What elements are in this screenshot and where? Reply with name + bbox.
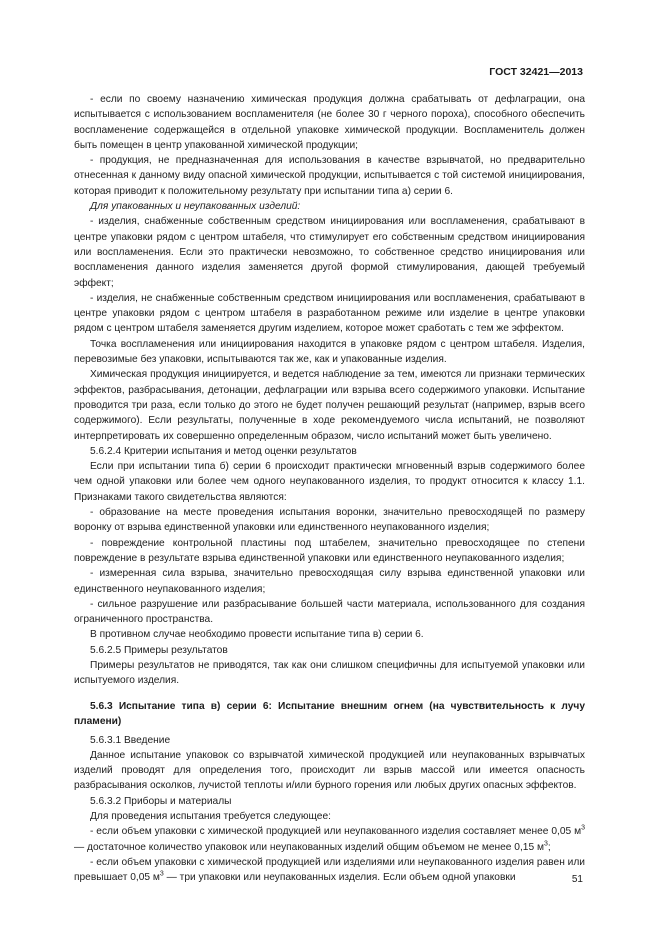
paragraph: Химическая продукция инициируется, и ведется наблюдение за тем, имеются ли признаки термических эффектов, разбрасывания, детонации, дефлаграции или взрыва всего содержимого упаковки. Испытание проводится три раза, если только до этого не будет получен решающий результат (например, взрыв всего содержимого). Если результаты, полученные в ходе рекомендуемого числа испытаний, не позволяют интерпретировать их совершенно определенным образом, число испытаний может быть увеличено. <box>74 369 585 442</box>
paragraph: Примеры результатов не приводятся, так как они слишком специфичны для испытуемой упаковки или испытуемого изделия. <box>74 659 585 687</box>
page-number: 51 <box>571 874 583 885</box>
paragraph: Для проведения испытания требуется следующее: <box>90 811 331 823</box>
paragraph: - если по своему назначению химическая продукция должна срабатывать от дефлаграции, она испытывается с использованием воспламенителя (не более 30 г черного пороха), способного обеспечить воспламенение содержащейся в отдельной упаковке химической продукции. Воспламенитель должен быть помещен в центр упакованной химической продукции; <box>74 94 585 151</box>
paragraph-list <box>74 92 585 824</box>
paragraph: Точка воспламенения или инициирования находится в упаковке рядом с центром штабеля. Изделия, перевозимые без упаковки, испытываются так же, как и упакованные изделия. <box>74 338 585 366</box>
paragraph: - продукция, не предназначенная для использования в качестве взрывчатой, но предварительно отнесенная к данному виду опасной химической продукции, испытывается с той системой инициирования, которая приводит к положительному результату при испытании типа а) серии 6. <box>74 155 585 197</box>
paragraph: Для упакованных и неупакованных изделий: <box>90 201 301 213</box>
paragraph: Данное испытание упаковок со взрывчатой химической продукцией или неупакованных взрывчатых изделий проводят для определения того, происходит ли взрыв массой или имеется опасность разбрасывания осколков, лучистой теплоты и/или бурного горения или любых других опасных эффектов. <box>74 749 585 792</box>
paragraph: - изделия, не снабженные собственным средством инициирования или воспламенения, срабатывают в центре упаковки рядом с центром штабеля в разработанном режиме или изделие в центре упаковки рядом с центром штабеля заменяется другим изделием, которое может сработать с тем же эффектом. <box>74 292 585 335</box>
paragraph: - изделия, снабженные собственным средством инициирования или воспламенения, срабатывают в центре упаковки рядом с центром штабеля, что стимулирует его собственным средством инициирования или воспламенения. Если это практически невозможно, то собственное средство инициирования или воспламенения данного изделия заменяется другой формой стимулирования, дающей требуемый эффект; <box>74 216 585 289</box>
document-body <box>74 92 585 886</box>
list-item-volume-small: - если объем упаковки с химической продукцией или неупакованного изделия составляет менее 0,05 $м^3$ — достаточное количество упаковок или неупакованных изделий общим объемом не менее 0,15 $м^3$; <box>74 824 585 853</box>
paragraph: 5.6.2.5 Примеры результатов <box>90 644 228 656</box>
section-heading: 5.6.3 Испытание типа в) серии 6: Испытание внешним огнем (на чувствительность к лучу пламени) <box>74 700 585 727</box>
paragraph: 5.6.3.1 Введение <box>90 734 171 746</box>
paragraph: Если при испытании типа б) серии 6 происходит практически мгновенный взрыв содержимого более чем одной упаковки или более чем одного неупакованного изделия, то продукт относится к классу 1.1. Признаками такого свидетельства являются: <box>74 461 585 503</box>
paragraph: - измеренная сила взрыва, значительно превосходящая силу взрыва единственной упаковки или единственного неупакованного изделия; <box>74 568 585 595</box>
paragraph: - сильное разрушение или разбрасывание большей части материала, использованного для создания ограниченного пространства. <box>74 598 585 626</box>
list-item-volume-large: - если объем упаковки с химической продукцией или изделиями или неупакованного изделия равен или превышает 0,05 $м^3$ — три упаковки или неупакованных изделия. Если объем одной упаковки <box>74 856 585 884</box>
paragraph: - повреждение контрольной пластины под штабелем, значительно превосходящее по степени повреждение в результате взрыва единственной упаковки или единственного неупакованного изделия; <box>74 537 585 564</box>
paragraph: В противном случае необходимо провести испытание типа в) серии 6. <box>90 629 424 641</box>
paragraph: 5.6.2.4 Критерии испытания и метод оценки результатов <box>90 445 357 457</box>
standard-header: ГОСТ 32421—2013 <box>489 66 583 78</box>
paragraph: - образование на месте проведения испытания воронки, значительно превосходящей по размеру воронку от взрыва единственной упаковки или единственного неупакованного изделия; <box>74 507 585 534</box>
paragraph: 5.6.3.2 Приборы и материалы <box>90 795 232 807</box>
